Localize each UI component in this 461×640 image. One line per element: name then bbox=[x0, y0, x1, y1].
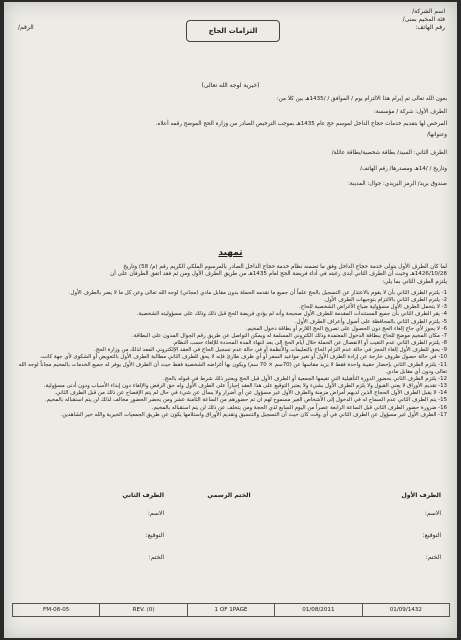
official-seal-title: الختم الرسمي bbox=[207, 492, 251, 499]
tamheed-line: لما كان الطرف الأول يتولى خدمة حجاج الداخل وفق ما تضمنه نظام خدمة حجاج الداخل الصادر بالمرسوم الملكي الكريم رقم (م/ 58) وتاريخ bbox=[123, 264, 447, 270]
clause-item: 1- يلتزم الطرف الثاني بأن لا يقوم بالاعتذار عن التسجيل بالحج علماً أن جميع ما تقدمه الحملة بدون مقابل مادي (مجاني) لوجه الله تعالى وعن كل ما لا يضر بالطرف الأول. bbox=[68, 290, 447, 296]
clause-item: 6- لا يجوز لأي حاج إلغاء الحج دون الحصول على تصريح الحج اللازم أو بطاقة دخول المخيم. bbox=[245, 325, 447, 332]
party-two-name-field: الاسم: bbox=[147, 510, 164, 517]
document-title-text: التزامات الحاج bbox=[208, 27, 258, 35]
clause-item: 9- يحق للطرف الأول إلغاء الحجز في حالة عدم التزام الحاج بالتعليمات والأنظمة أو في حالة عدم تسجيل الحاج في العقد الإلكتروني المعد لذلك من وزارة الحج. bbox=[94, 347, 447, 354]
clause-item: 13- تقديم الأوراق لا يعني القبول ولا يلزم الطرف الأول بشيء ولا يعتبر التوقيع على هذا العقد إجباراً على الطرف الأول وله حق الرفض والإلغاء دون إبداء الأسباب ودون أدنى مسؤولية. bbox=[43, 383, 447, 390]
clause-item: 8- يلتزم الطرف الثاني عدم التغيب أو الانفصال عن الحملة خلال أيام الحج إلى بعد انتهاء المدة المحددة للإلغاء حسب النظام. bbox=[172, 340, 447, 347]
form-pages: 1 OF 1PAGE bbox=[188, 604, 275, 616]
intro-line: بعون الله تعالى تم إبرام هذا الالتزام يوم / الموافق / /1435هـ بين كلا من: bbox=[276, 96, 447, 102]
clause-item: 10- في حالة حصول ظروف خارجة عن إرادة الطرف الأول أو تغير مواعيد السفر أو أي ظرف طارئ فإنه لا يحق للطرف الثاني مطالبة الطرف الأول بالتعويض أو الشكوى لأي جهة كانت. bbox=[39, 354, 447, 361]
clause-item: 15- يتم الطرف الثاني عدم السماح له في الدخول إلى الأشخاص الغير مسموح لهم ان تم حضورهم من الساعة الثامنة عشر ومن يحضر الحضور مخالف لذلك لن يتم استقباله بالمخيم. bbox=[44, 397, 447, 404]
clause-item: 3- لا يتحمل الطرف الأول مسؤولية ضياع الأغراض الشخصية للحاج. bbox=[299, 304, 447, 311]
party-one-seal-field: الختم: bbox=[425, 554, 441, 561]
party-one-signature-field: التوقيع: bbox=[422, 532, 441, 539]
party-two-signature-field: التوقيع: bbox=[145, 532, 164, 539]
clause-item: 11- يلتزم الطرف الثاني بإحضار حقيبة واحدة فقط لا يزيد مقاسها عن (70سم × 70 سم) ويكون بها أغراضه الشخصية فقط حيث أن الطرف الأول يوفر له جميع الخدمات بالمخيم مجاناً لوجه الله تعالى ودون أي مقابل مادي. bbox=[18, 361, 447, 375]
tamheed-line: 1426/10/28هـ وحيث أن الطرف الثاني أبدى رغبته في أداء فريضة الحج لعام 1435هـ من طريق الطرف الأول ومن ثم فقد اتفق الطرفان على أن bbox=[110, 271, 447, 278]
camp-category-field: فئة المخيم بمنى/ bbox=[402, 16, 445, 24]
intro-line: الطرف الثاني: السيد/ بطاقة شخصية/بطاقة عائلة/ bbox=[331, 149, 447, 156]
clause-item: 16- ضرورة حضور الطرف الثاني قبل الساعة الرابعة عصراً من اليوم السابع لذي الحجة ومن يتخلف عن ذلك لن يتم استقباله بالمخيم. bbox=[151, 404, 447, 411]
tamheed-line: يلتزم الطرف الثاني بما يلي: bbox=[382, 278, 447, 285]
party-one-title: الطرف الأول bbox=[401, 492, 441, 499]
charity-note: (خيرية لوجه الله تعالى) bbox=[201, 82, 260, 89]
intro-line: المرخص لها بتقديم خدمات حجاج الداخل لموسم حج عام 1435هـ بموجب الترخيص الصادر من وزارة الحج الموضح رقمه أعلاه. bbox=[155, 120, 447, 127]
form-code: FM-08-05 bbox=[13, 604, 100, 616]
intro-line: الطرف الأول: شركة / مؤسسة: bbox=[373, 109, 447, 116]
clause-item: 12- يلتزم الطرف الثاني بحضور الدورة التأهيلية التي تقيمها الجمعية أو الطرف الأول قبل الحج ويعتبر ذلك شرط في قبوله بالحج. bbox=[162, 375, 447, 382]
clauses-list bbox=[14, 290, 447, 419]
phone-field: رقم الهاتف: bbox=[415, 24, 445, 32]
intro-line: صندوق بريد/ الرمز البريدي: جوال: المدينة: bbox=[348, 181, 447, 188]
clause-item: 14- لا يقبل الطرف الأول الحجاج الذين لديهم أمراض مزمنة والطرف الأول غير مسؤول عن أي أضرار ولا يسأل عن شيء في حال لم يتم الإفصاح عن ذلك من قبل الطرف الثاني. bbox=[54, 390, 447, 397]
party-two-signature bbox=[64, 492, 164, 576]
company-info bbox=[325, 8, 445, 33]
serial-number-field: الرقم/ bbox=[18, 24, 34, 31]
clause-item: 5- يلتزم الطرف الثاني بالمحافظة على أصول وأعراف الطرف الأول. bbox=[294, 318, 447, 325]
tamheed-heading: تمهيد bbox=[218, 248, 243, 258]
form-date-gregorian: 01/08/2011 bbox=[275, 604, 362, 616]
clause-item: 2- يلتزم الطرف الثاني بالالتزام بتوجيهات الطرف الأول. bbox=[323, 297, 447, 304]
clause-item: 7- مكان المخيم موضح للحاج ببطاقة الدخول المعتمدة وذلك الكتروني المسلمة له ويمكن التواصل عن طريق رقم الجوال المدون على البطاقة. bbox=[132, 332, 447, 339]
party-one-name-field: الاسم: bbox=[424, 510, 441, 517]
form-date-hijri: 01/09/1432 bbox=[389, 607, 422, 613]
intro-line: وعنوانها/ bbox=[427, 132, 447, 139]
company-name-field: اسم الشركة/ bbox=[412, 8, 445, 15]
party-two-title: الطرف الثاني bbox=[122, 492, 164, 499]
party-two-seal-field: الختم: bbox=[148, 554, 164, 561]
clause-item: 4- يقر الطرف الثاني بأن جميع المستندات المقدمة للطرف الأول صحيحة وأنه لم يؤدي فريضة الحج قبل ذلك وذلك على مسؤوليته الشخصية. bbox=[136, 311, 447, 318]
party-one-signature bbox=[341, 492, 441, 576]
form-footer bbox=[12, 603, 450, 617]
document-title bbox=[186, 20, 280, 42]
form-revision: REV. (0) bbox=[100, 604, 187, 616]
intro-line: وتاريخ / /14هـ ومصدرها/ رقم الهاتف/ bbox=[360, 166, 447, 173]
tamheed-paragraph bbox=[14, 264, 447, 286]
clause-item: 17- الطرف الأول غير مسؤول عن الطرف الثاني في أي وقت كان حيث أن التسجيل والتنسيق وتقديم الأوراق واستلامها يكون عن طريق الجمعيات الخيرية والله خير الشاهدين. bbox=[60, 411, 447, 418]
parties-section bbox=[14, 96, 447, 189]
document-page bbox=[4, 2, 457, 638]
official-seal-block bbox=[184, 492, 274, 500]
